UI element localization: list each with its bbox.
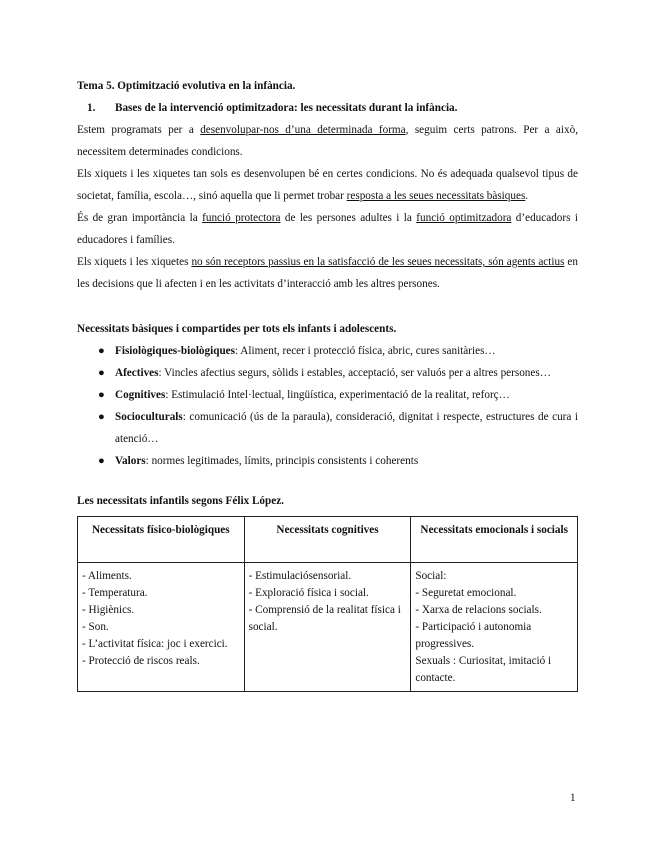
cell-line: - Aliments. — [82, 570, 132, 582]
cell-line: - Son. — [82, 621, 109, 633]
cell-line: Sexuals : Curiositat, imitació i contacte. — [415, 655, 552, 684]
bullet-term: Cognitives — [115, 389, 166, 401]
cell-line: Social: — [415, 570, 447, 582]
cell-line: - L’activitat física: joc i exercici. — [82, 638, 228, 650]
subtitle-text: Bases de la intervenció optimitzadora: les necessitats durant la infància. — [115, 102, 458, 114]
paragraph-1 — [77, 119, 578, 163]
p3-text-b: de les persones adultes i la — [280, 212, 417, 224]
p1-text-b: , seguim certs patrons. Per a això, necessitem determinades condicions. — [77, 124, 578, 158]
bullet-text: : Estimulació Intel·lectual, lingüística, experimentació de la realitat, reforç… — [165, 389, 510, 401]
p1-underline: desenvolupar-nos d’una determinada forma — [200, 124, 406, 136]
section-felix-lopez-title: Les necessitats infantils segons Félix López. — [77, 495, 284, 507]
table-header-emotional: Necessitats emocionals i socials — [411, 517, 578, 563]
bullet-term: Valors — [115, 455, 146, 467]
bullet-term: Socioculturals — [115, 411, 183, 423]
doc-subtitle — [77, 97, 578, 119]
cell-line: - Protecció de riscos reals. — [82, 655, 200, 667]
cell-line: - Higiènics. — [82, 604, 135, 616]
p2-text-a: Els xiquets i les xiquetes tan sols es desenvolupen bé en certes condicions. No és adequada qualsevol tipus de societat, família, escola…, sinó aquella que li permet trobar — [77, 168, 578, 202]
bullet-icon: ● — [98, 411, 105, 423]
p4-text-b: en les decisions que li afecten i en les activitats d’interacció amb les altres persones. — [77, 256, 578, 290]
subtitle-number: 1. — [87, 102, 96, 114]
cell-line: - Comprensió de la realitat física i social. — [248, 604, 401, 633]
table-header-cognitive: Necessitats cognitives — [244, 517, 411, 563]
p4-text-a: Els xiquets i les xiquetes — [77, 256, 192, 268]
p2-underline: resposta a les seues necessitats bàsiques — [346, 190, 526, 202]
list-item — [77, 406, 578, 450]
section-basic-needs-title: Necessitats bàsiques i compartides per tots els infants i adolescents. — [77, 323, 397, 335]
bullet-icon: ● — [98, 367, 105, 379]
table-row — [78, 563, 578, 692]
cell-line: - Xarxa de relacions socials. — [415, 604, 542, 616]
p1-text-a: Estem programats per a — [77, 124, 201, 136]
bullet-icon: ● — [98, 345, 105, 357]
cell-line: - Seguretat emocional. — [415, 587, 517, 599]
p3-text-c: d’educadors i educadores i famílies. — [77, 212, 578, 246]
p3-text-a: És de gran importància la — [77, 212, 203, 224]
list-item — [77, 340, 578, 362]
needs-table — [77, 516, 578, 692]
p3-underline-1: funció protectora — [202, 212, 281, 224]
p4-underline: no són receptors passius en la satisfacció de les seues necessitats, són agents actius — [191, 256, 565, 268]
bullet-text: : Vincles afectius segurs, sòlids i estables, acceptació, ser valuós per a altres persones… — [158, 367, 551, 379]
bullet-text: : comunicació (ús de la paraula), consideració, dignitat i respecte, estructures de cura i atenció… — [115, 411, 578, 445]
bullet-text: : normes legitimades, límits, principis consistents i coherents — [145, 455, 419, 467]
bullet-icon: ● — [98, 455, 105, 467]
list-item — [77, 362, 578, 384]
bullet-term: Fisiològiques-biològiques — [115, 345, 235, 357]
cell-line: - Participació i autonomia progressives. — [415, 621, 532, 650]
cell-line: - Exploració física i social. — [248, 587, 369, 599]
cell-line: - Temperatura. — [82, 587, 148, 599]
bullet-icon: ● — [98, 389, 105, 401]
bullet-text: : Aliment, recer i protecció física, abric, cures sanitàries… — [234, 345, 496, 357]
table-cell-emotional — [411, 563, 578, 692]
table-header-row — [78, 517, 578, 563]
paragraph-2 — [77, 163, 578, 207]
bullet-term: Afectives — [115, 367, 159, 379]
doc-title: Tema 5. Optimització evolutiva en la infància. — [77, 80, 296, 92]
paragraph-4 — [77, 251, 578, 295]
page-number: 1 — [570, 792, 576, 804]
basic-needs-list — [77, 340, 578, 472]
p3-underline-2: funció optimitzadora — [416, 212, 512, 224]
cell-line: - Estimulaciósensorial. — [248, 570, 352, 582]
table-header-physical: Necessitats físico-biològiques — [78, 517, 245, 563]
list-item — [77, 384, 578, 406]
list-item — [77, 450, 578, 472]
table-cell-physical — [78, 563, 245, 692]
paragraph-3 — [77, 207, 578, 251]
table-cell-cognitive — [244, 563, 411, 692]
document-page — [77, 75, 578, 692]
p2-text-b: . — [525, 190, 529, 202]
